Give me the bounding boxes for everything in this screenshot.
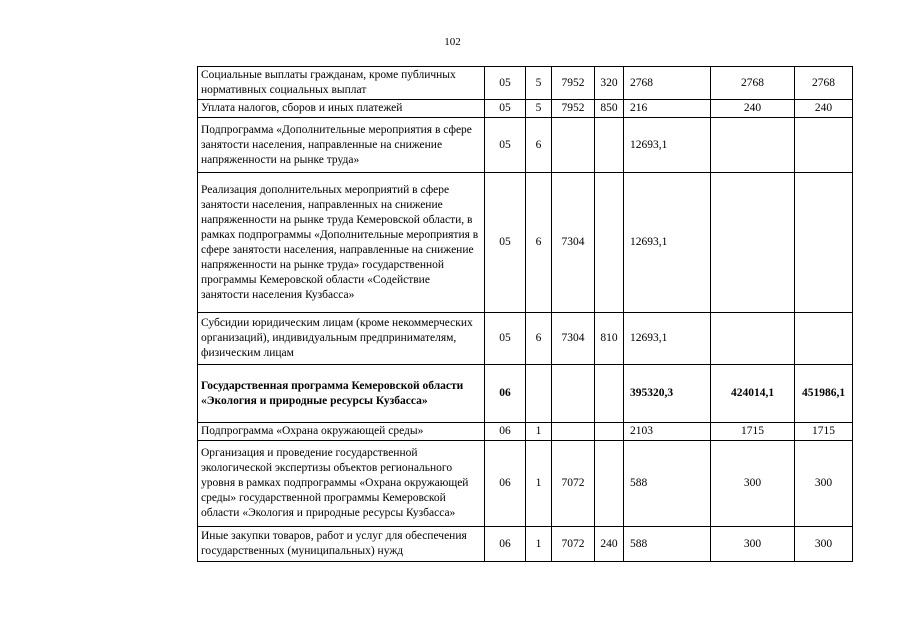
value-year-2: 240 — [711, 100, 795, 118]
value-year-1: 216 — [624, 100, 711, 118]
row-name: Подпрограмма «Дополнительные мероприятия в сфере занятости населения, направленные на снижение напряженности на рынке труда» — [198, 118, 485, 173]
subsection-code: 5 — [526, 100, 552, 118]
target-code: 7952 — [552, 67, 595, 100]
table-row — [198, 441, 853, 527]
value-year-3 — [795, 173, 853, 313]
value-year-2: 300 — [711, 441, 795, 527]
row-name: Организация и проведение государственной экологической экспертизы объектов регионального уровня в рамках подпрограммы «Охрана окружающей среды» государственной программы Кемеровской области «Экология и природные ресурсы Кузбасса» — [198, 441, 485, 527]
row-name: Государственная программа Кемеровской области «Экология и природные ресурсы Кузбасса» — [198, 365, 485, 423]
section-code: 06 — [485, 423, 526, 441]
expense-type-code: 810 — [595, 313, 624, 365]
table-row — [198, 313, 853, 365]
section-code: 05 — [485, 313, 526, 365]
expense-type-code — [595, 118, 624, 173]
subsection-code: 1 — [526, 441, 552, 527]
value-year-2 — [711, 313, 795, 365]
section-code: 06 — [485, 365, 526, 423]
table-row — [198, 100, 853, 118]
table-row — [198, 527, 853, 562]
value-year-3 — [795, 313, 853, 365]
value-year-2 — [711, 173, 795, 313]
value-year-1: 12693,1 — [624, 118, 711, 173]
expense-type-code: 240 — [595, 527, 624, 562]
value-year-3: 1715 — [795, 423, 853, 441]
section-code: 05 — [485, 118, 526, 173]
target-code: 7304 — [552, 313, 595, 365]
table-row — [198, 365, 853, 423]
row-name: Иные закупки товаров, работ и услуг для обеспечения государственных (муниципальных) нужд — [198, 527, 485, 562]
value-year-1: 12693,1 — [624, 313, 711, 365]
value-year-2: 300 — [711, 527, 795, 562]
target-code — [552, 118, 595, 173]
value-year-3 — [795, 118, 853, 173]
value-year-1: 395320,3 — [624, 365, 711, 423]
expense-type-code: 320 — [595, 67, 624, 100]
section-code: 05 — [485, 173, 526, 313]
value-year-1: 588 — [624, 441, 711, 527]
section-code: 05 — [485, 100, 526, 118]
subsection-code: 6 — [526, 313, 552, 365]
expense-type-code — [595, 173, 624, 313]
value-year-1: 588 — [624, 527, 711, 562]
row-name: Субсидии юридическим лицам (кроме некоммерческих организаций), индивидуальным предпринимателям, физическим лицам — [198, 313, 485, 365]
subsection-code: 5 — [526, 67, 552, 100]
value-year-3: 300 — [795, 527, 853, 562]
value-year-1: 2768 — [624, 67, 711, 100]
row-name: Подпрограмма «Охрана окружающей среды» — [198, 423, 485, 441]
value-year-3: 300 — [795, 441, 853, 527]
row-name: Реализация дополнительных мероприятий в сфере занятости населения, направленных на снижение напряженности на рынке труда Кемеровской области, в рамках подпрограммы «Дополнительные мероприятия в сфере занятости населения, направленные на снижение напряженности на рынке труда» государственной программы Кемеровской области «Содействие занятости населения Кузбасса» — [198, 173, 485, 313]
target-code: 7304 — [552, 173, 595, 313]
section-code: 05 — [485, 67, 526, 100]
subsection-code: 1 — [526, 527, 552, 562]
subsection-code: 6 — [526, 118, 552, 173]
value-year-2: 1715 — [711, 423, 795, 441]
row-name: Социальные выплаты гражданам, кроме публичных нормативных социальных выплат — [198, 67, 485, 100]
section-code: 06 — [485, 441, 526, 527]
value-year-1: 12693,1 — [624, 173, 711, 313]
page-number: 102 — [444, 36, 461, 48]
value-year-2: 2768 — [711, 67, 795, 100]
target-code: 7072 — [552, 441, 595, 527]
value-year-2: 424014,1 — [711, 365, 795, 423]
table-row — [198, 173, 853, 313]
expense-type-code: 850 — [595, 100, 624, 118]
target-code — [552, 365, 595, 423]
expense-type-code — [595, 441, 624, 527]
budget-table — [197, 66, 853, 562]
value-year-2 — [711, 118, 795, 173]
subsection-code: 6 — [526, 173, 552, 313]
subsection-code: 1 — [526, 423, 552, 441]
value-year-1: 2103 — [624, 423, 711, 441]
table-row — [198, 118, 853, 173]
value-year-3: 2768 — [795, 67, 853, 100]
table-row — [198, 67, 853, 100]
expense-type-code — [595, 365, 624, 423]
target-code — [552, 423, 595, 441]
row-name: Уплата налогов, сборов и иных платежей — [198, 100, 485, 118]
subsection-code — [526, 365, 552, 423]
section-code: 06 — [485, 527, 526, 562]
table-row — [198, 423, 853, 441]
target-code: 7952 — [552, 100, 595, 118]
value-year-3: 451986,1 — [795, 365, 853, 423]
value-year-3: 240 — [795, 100, 853, 118]
target-code: 7072 — [552, 527, 595, 562]
expense-type-code — [595, 423, 624, 441]
